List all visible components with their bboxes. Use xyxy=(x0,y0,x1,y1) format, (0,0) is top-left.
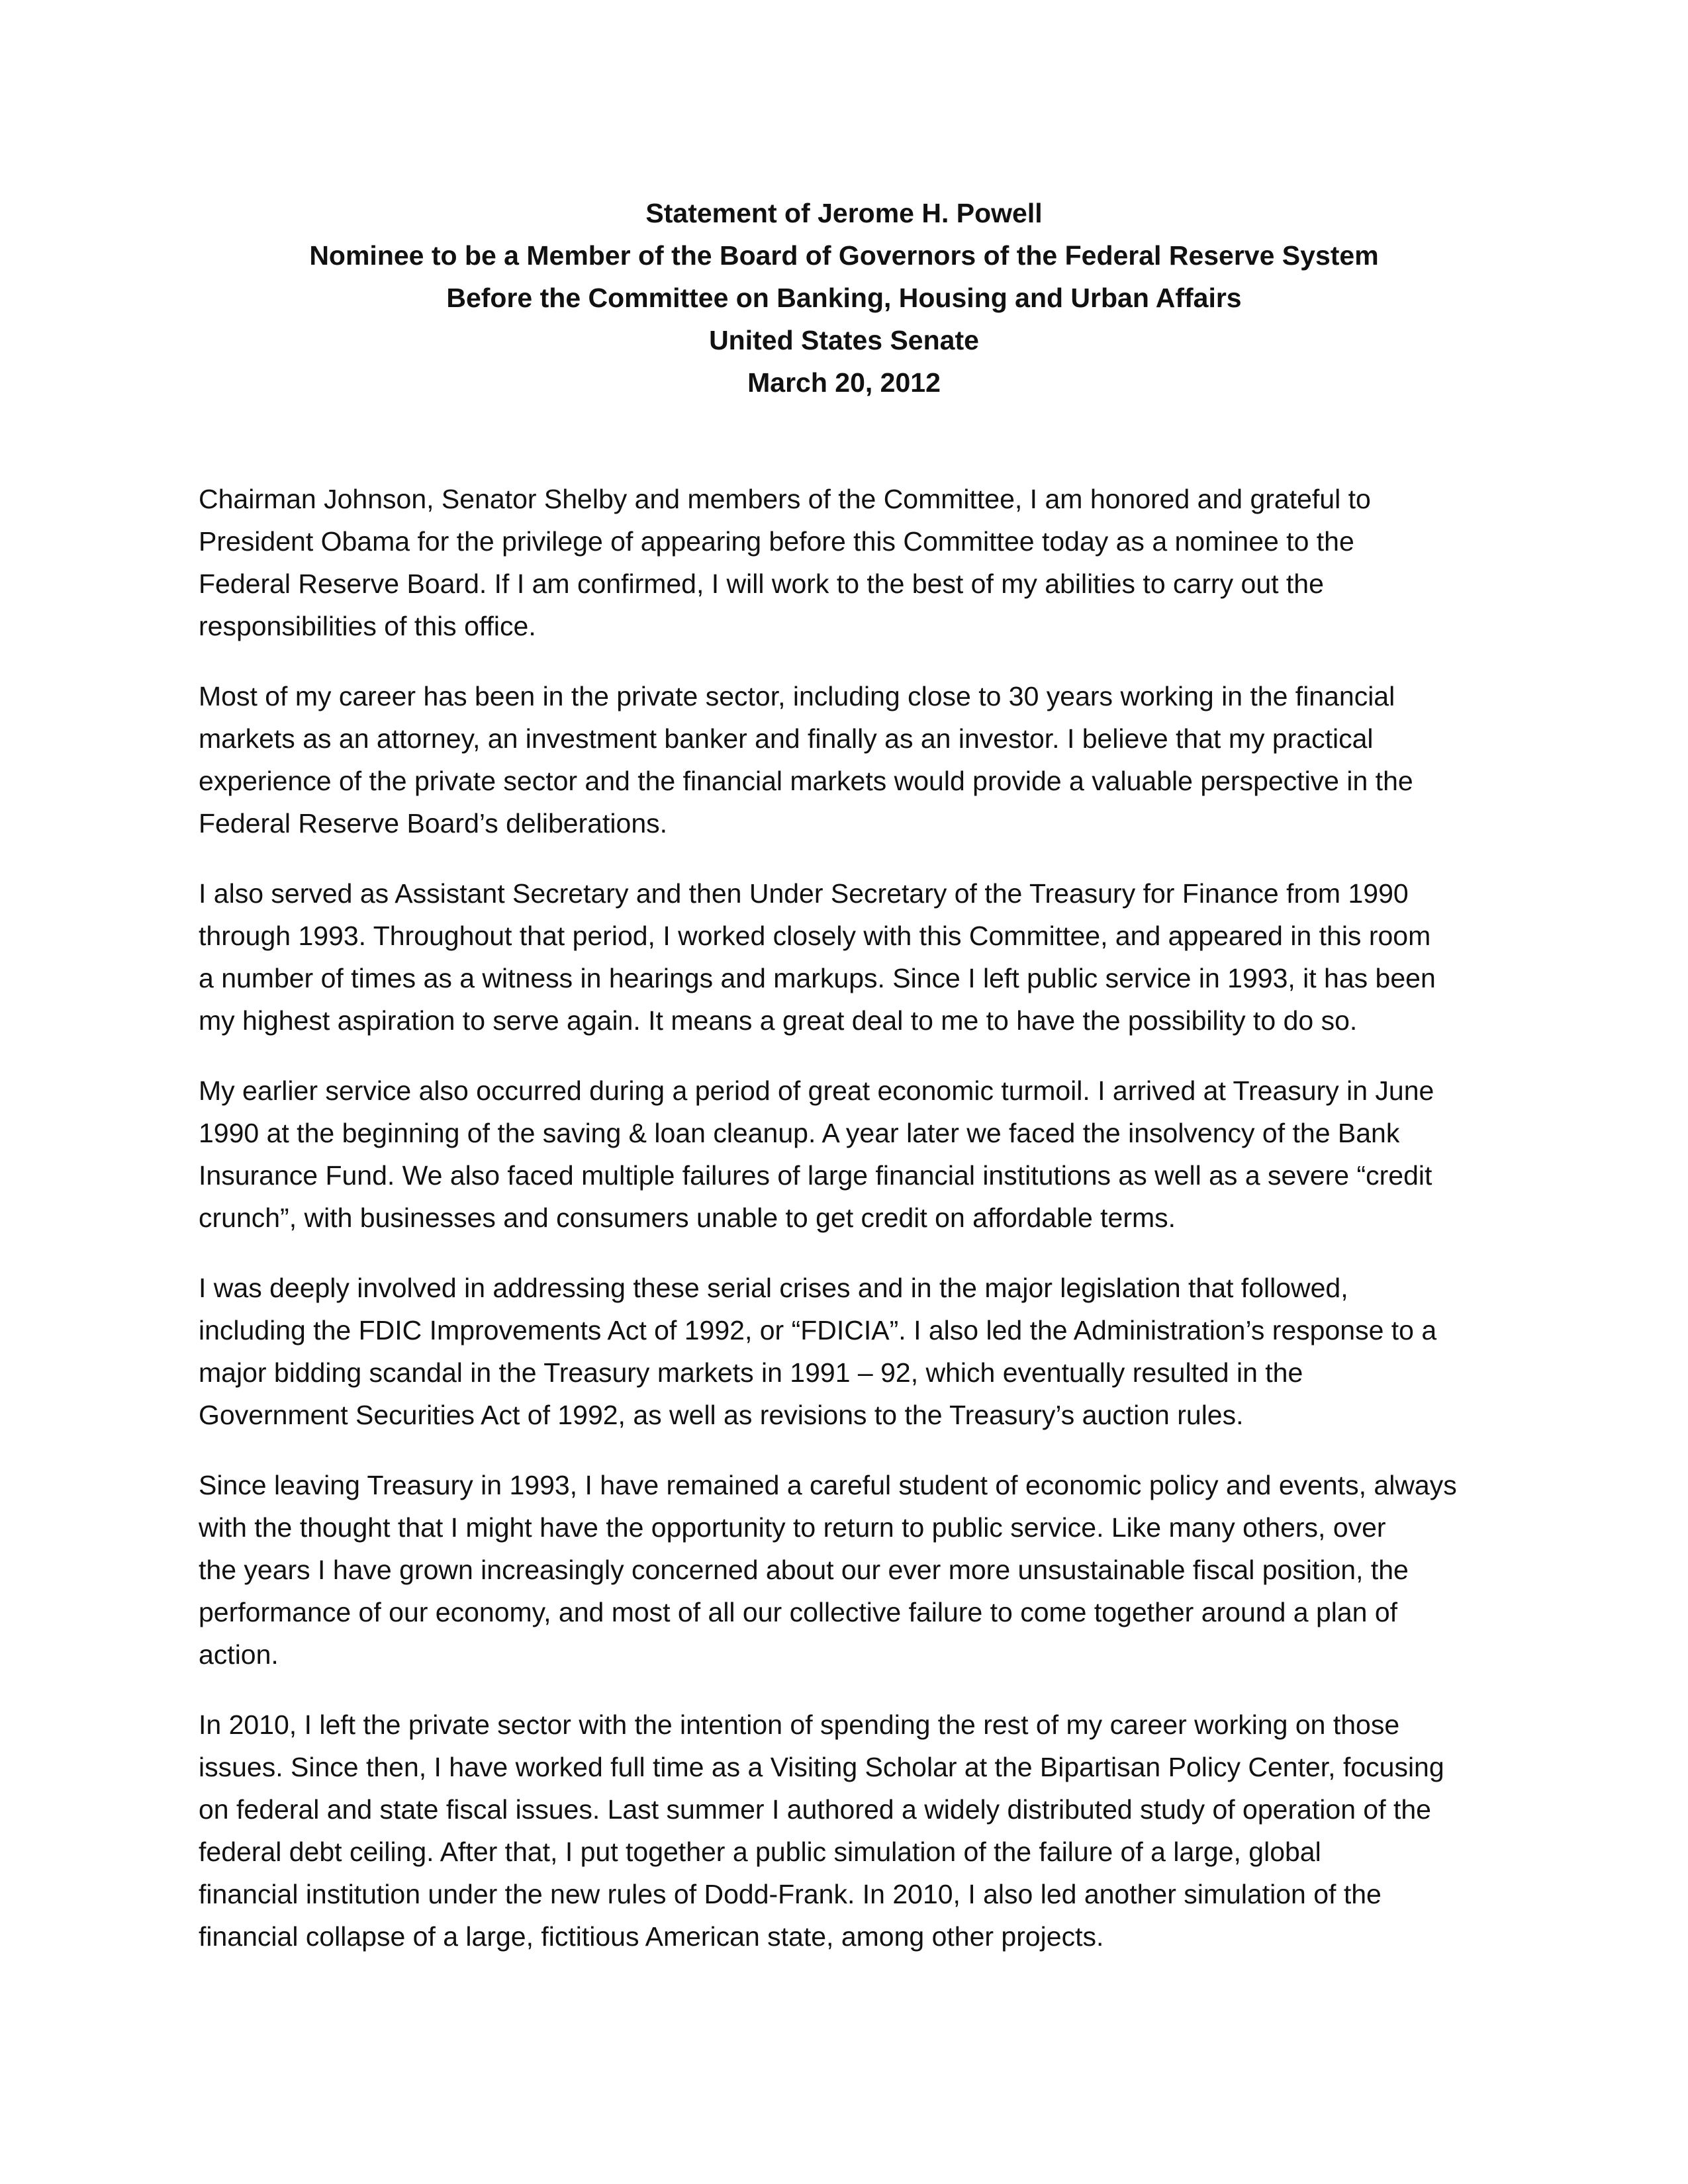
paragraph-line: experience of the private sector and the financial markets would provide a valuable perspective in the xyxy=(199,766,1413,796)
paragraph-line: My earlier service also occurred during a period of great economic turmoil. I arrived at Treasury in June xyxy=(199,1075,1434,1106)
paragraph-line: action. xyxy=(199,1639,279,1670)
senate-line: United States Senate xyxy=(709,325,979,355)
paragraph-line: a number of times as a witness in hearings and markups. Since I left public service in 1993, it has been xyxy=(199,963,1436,993)
paragraph-line: I was deeply involved in addressing these serial crises and in the major legislation that followed, xyxy=(199,1273,1348,1303)
paragraph-line: Insurance Fund. We also faced multiple failures of large financial institutions as well as a severe “credit xyxy=(199,1160,1432,1191)
paragraph-line: Federal Reserve Board’s deliberations. xyxy=(199,808,668,839)
statement-date: March 20, 2012 xyxy=(747,367,941,398)
paragraph-treasury-service xyxy=(199,872,1496,1042)
paragraph-line: performance of our economy, and most of all our collective failure to come together around a plan of xyxy=(199,1597,1398,1627)
paragraph-line: Most of my career has been in the private sector, including close to 30 years working in the financial xyxy=(199,681,1395,711)
statement-body xyxy=(199,478,1496,1985)
paragraph-line: crunch”, with businesses and consumers unable to get credit on affordable terms. xyxy=(199,1203,1176,1233)
paragraph-line: responsibilities of this office. xyxy=(199,611,536,641)
paragraph-line: markets as an attorney, an investment banker and finally as an investor. I believe that my practical xyxy=(199,723,1374,754)
paragraph-line: including the FDIC Improvements Act of 1992, or “FDICIA”. I also led the Administration’s response to a xyxy=(199,1315,1437,1345)
paragraph-line: on federal and state fiscal issues. Last summer I authored a widely distributed study of operation of the xyxy=(199,1794,1431,1825)
paragraph-line: President Obama for the privilege of appearing before this Committee today as a nominee to the xyxy=(199,526,1354,557)
statement-title: Statement of Jerome H. Powell xyxy=(645,198,1043,228)
paragraph-line: Chairman Johnson, Senator Shelby and members of the Committee, I am honored and grateful to xyxy=(199,484,1371,514)
paragraph-economic-turmoil xyxy=(199,1069,1496,1239)
paragraph-since-leaving xyxy=(199,1464,1496,1676)
paragraph-line: issues. Since then, I have worked full time as a Visiting Scholar at the Bipartisan Policy Center, focusing xyxy=(199,1752,1444,1782)
paragraph-line: with the thought that I might have the opportunity to return to public service. Like many others, over xyxy=(199,1512,1386,1543)
paragraph-line: federal debt ceiling. After that, I put together a public simulation of the failure of a large, global xyxy=(199,1837,1321,1867)
paragraph-line: my highest aspiration to serve again. It means a great deal to me to have the possibility to do so. xyxy=(199,1005,1358,1036)
paragraph-crises-legislation xyxy=(199,1267,1496,1436)
paragraph-line: Since leaving Treasury in 1993, I have remained a careful student of economic policy and events, always xyxy=(199,1470,1457,1500)
paragraph-line: 1990 at the beginning of the saving & loan cleanup. A year later we faced the insolvency of the Bank xyxy=(199,1118,1400,1148)
paragraph-line: I also served as Assistant Secretary and then Under Secretary of the Treasury for Finance from 1990 xyxy=(199,878,1409,909)
paragraph-line: financial institution under the new rules of Dodd-Frank. In 2010, I also led another simulation of the xyxy=(199,1879,1382,1909)
paragraph-line: through 1993. Throughout that period, I worked closely with this Committee, and appeared in this room xyxy=(199,921,1431,951)
statement-header xyxy=(199,192,1489,404)
paragraph-line: In 2010, I left the private sector with the intention of spending the rest of my career working on those xyxy=(199,1709,1400,1740)
paragraph-line: the years I have grown increasingly concerned about our ever more unsustainable fiscal position, the xyxy=(199,1555,1409,1585)
paragraph-line: Government Securities Act of 1992, as well as revisions to the Treasury’s auction rules. xyxy=(199,1400,1244,1430)
paragraph-line: Federal Reserve Board. If I am confirmed, I will work to the best of my abilities to carry out the xyxy=(199,569,1324,599)
nomination-line: Nominee to be a Member of the Board of Governors of the Federal Reserve System xyxy=(309,240,1379,271)
committee-line: Before the Committee on Banking, Housing and Urban Affairs xyxy=(446,283,1242,313)
paragraph-line: major bidding scandal in the Treasury markets in 1991 – 92, which eventually resulted in the xyxy=(199,1357,1303,1388)
paragraph-career xyxy=(199,675,1496,844)
paragraph-line: financial collapse of a large, fictitious American state, among other projects. xyxy=(199,1921,1104,1952)
paragraph-introduction xyxy=(199,478,1496,647)
paragraph-recent-work xyxy=(199,1704,1496,1958)
